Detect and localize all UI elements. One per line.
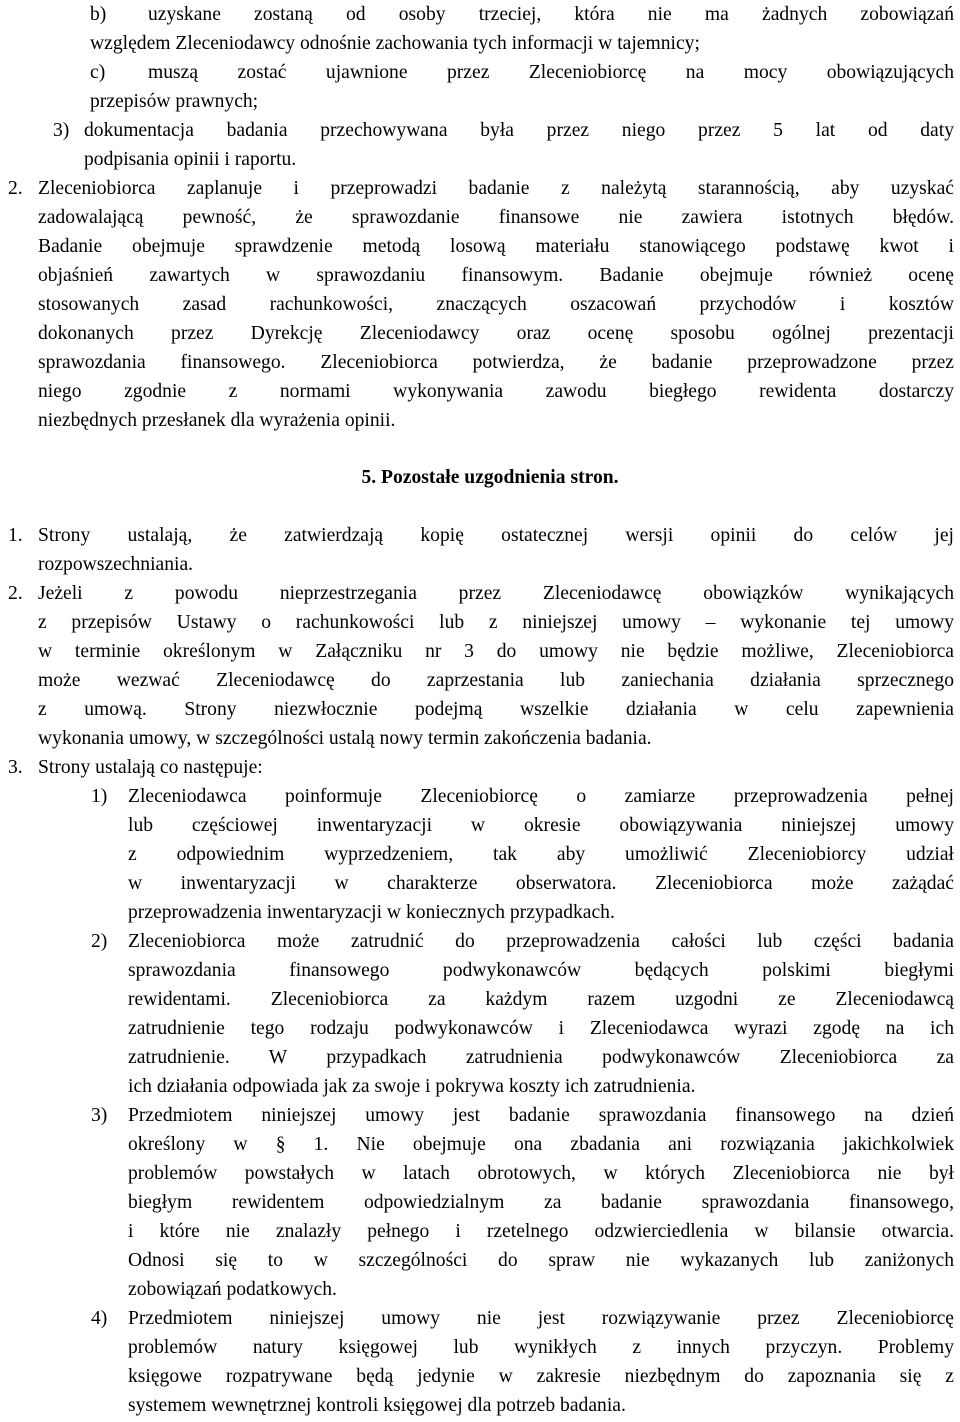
- item-c-label: c): [90, 62, 106, 83]
- section5-p1-label: 1.: [8, 525, 23, 546]
- sub-item-3-line-6: Odnosi się to w szczególności do spraw nie wykazanych lub zaniżonych: [128, 1250, 954, 1271]
- sub-item-3-line-4: biegłym rewidentem odpowiedzialnym za badanie sprawozdania finansowego,: [128, 1192, 954, 1213]
- sub-item-3-line-7: zobowiązań podatkowych.: [128, 1279, 337, 1300]
- sub-item-1-label: 1): [91, 786, 108, 807]
- paragraph-2-line-6: dokonanych przez Dyrekcję Zleceniodawcy oraz ocenę sposobu ogólnej prezentacji: [38, 323, 954, 344]
- sub-item-3-line-3: problemów powstałych w latach obrotowych, w których Zleceniobiorca nie był: [128, 1163, 954, 1184]
- item-3-label: 3): [53, 120, 70, 141]
- sub-item-2-label: 2): [91, 931, 108, 952]
- sub-item-1-line-2: lub częściowej inwentaryzacji w okresie obowiązywania niniejszej umowy: [128, 815, 954, 836]
- sub-item-3-line-2: określony w § 1. Nie obejmuje ona zbadania ani rozwiązania jakichkolwiek: [128, 1134, 954, 1155]
- sub-item-2-line-3: rewidentami. Zleceniobiorca za każdym razem uzgodni ze Zleceniodawcą: [128, 989, 954, 1010]
- item-3-line-1: dokumentacja badania przechowywana była przez niego przez 5 lat od daty: [84, 120, 954, 141]
- sub-item-1-line-1: Zleceniodawca poinformuje Zleceniobiorcę o zamiarze przeprowadzenia pełnej: [128, 786, 954, 807]
- paragraph-2-line-5: stosowanych zasad rachunkowości, znaczących oszacowań przychodów i kosztów: [38, 294, 954, 315]
- section5-p2-line-1: Jeżeli z powodu nieprzestrzegania przez Zleceniodawcę obowiązków wynikających: [38, 583, 954, 604]
- paragraph-2-label: 2.: [8, 178, 23, 199]
- section5-p2-line-4: może wezwać Zleceniodawcę do zaprzestania lub zaniechania działania sprzecznego: [38, 670, 954, 691]
- sub-item-1-line-5: przeprowadzenia inwentaryzacji w koniecznych przypadkach.: [128, 902, 615, 923]
- item-b-line-2: względem Zleceniodawcy odnośnie zachowania tych informacji w tajemnicy;: [90, 33, 700, 54]
- sub-item-3-label: 3): [91, 1105, 108, 1126]
- sub-item-1-line-3: z odpowiednim wyprzedzeniem, tak aby umożliwić Zleceniobiorcy udział: [128, 844, 954, 865]
- section5-p2-line-2: z przepisów Ustawy o rachunkowości lub z niniejszej umowy – wykonanie tej umowy: [38, 612, 954, 633]
- sub-item-4-label: 4): [91, 1308, 108, 1329]
- item-c-line-2: przepisów prawnych;: [90, 91, 259, 112]
- paragraph-2-line-4: objaśnień zawartych w sprawozdaniu finansowym. Badanie obejmuje również ocenę: [38, 265, 954, 286]
- sub-item-4-line-2: problemów natury księgowej lub wynikłych z innych przyczyn. Problemy: [128, 1337, 954, 1358]
- sub-item-4-line-4: systemem wewnętrznej kontroli księgowej dla potrzeb badania.: [128, 1395, 626, 1416]
- sub-item-2-line-4: zatrudnienie tego rodzaju podwykonawców i Zleceniodawca wyrazi zgodę na ich: [128, 1018, 954, 1039]
- section5-p1-line-1: Strony ustalają, że zatwierdzają kopię ostatecznej wersji opinii do celów jej: [38, 525, 954, 546]
- section5-p2-label: 2.: [8, 583, 23, 604]
- paragraph-2-line-2: zadowalającą pewność, że sprawozdanie finansowe nie zawiera istotnych błędów.: [38, 207, 954, 228]
- paragraph-2-line-8: niego zgodnie z normami wykonywania zawodu biegłego rewidenta dostarczy: [38, 381, 954, 402]
- section-heading: [0, 463, 960, 492]
- paragraph-2-line-7: sprawozdania finansowego. Zleceniobiorca potwierdza, że badanie przeprowadzone przez: [38, 352, 954, 373]
- item-b-label: b): [90, 4, 107, 25]
- item-b-line-1: uzyskane zostaną od osoby trzeciej, która nie ma żadnych zobowiązań: [148, 4, 954, 25]
- section5-p3-label: 3.: [8, 757, 23, 778]
- section5-p2-line-5: z umową. Strony niezwłocznie podejmą wszelkie działania w celu zapewnienia: [38, 699, 954, 720]
- sub-item-2-line-6: ich działania odpowiada jak za swoje i pokrywa koszty ich zatrudnienia.: [128, 1076, 696, 1097]
- sub-item-2-line-2: sprawozdania finansowego podwykonawców będących polskimi biegłymi: [128, 960, 954, 981]
- section5-p2-line-3: w terminie określonym w Załączniku nr 3 do umowy nie będzie możliwe, Zleceniobiorca: [38, 641, 954, 662]
- sub-item-1-line-4: w inwentaryzacji w charakterze obserwatora. Zleceniobiorca może zażądać: [128, 873, 954, 894]
- section-heading-text: 5. Pozostałe uzgodnienia stron.: [361, 467, 619, 488]
- sub-item-3-line-1: Przedmiotem niniejszej umowy jest badanie sprawozdania finansowego na dzień: [128, 1105, 954, 1126]
- section5-p1-line-2: rozpowszechniania.: [38, 554, 194, 575]
- sub-item-4-line-1: Przedmiotem niniejszej umowy nie jest rozwiązywanie przez Zleceniobiorcę: [128, 1308, 954, 1329]
- item-c-line-1: muszą zostać ujawnione przez Zleceniobiorcę na mocy obowiązujących: [148, 62, 954, 83]
- sub-item-4-line-3: księgowe rozpatrywane będą jedynie w zakresie niezbędnym do zapoznania się z: [128, 1366, 954, 1387]
- section5-p2-line-6: wykonania umowy, w szczególności ustalą nowy termin zakończenia badania.: [38, 728, 652, 749]
- sub-item-2-line-1: Zleceniobiorca może zatrudnić do przeprowadzenia całości lub części badania: [128, 931, 954, 952]
- sub-item-2-line-5: zatrudnienie. W przypadkach zatrudnienia podwykonawców Zleceniobiorca za: [128, 1047, 954, 1068]
- paragraph-2-line-3: Badanie obejmuje sprawdzenie metodą losową materiału stanowiącego podstawę kwot i: [38, 236, 954, 257]
- item-3-line-2: podpisania opinii i raportu.: [84, 149, 297, 170]
- section5-p3-intro: Strony ustalają co następuje:: [38, 757, 263, 778]
- paragraph-2-line-1: Zleceniobiorca zaplanuje i przeprowadzi badanie z należytą starannością, aby uzyskać: [38, 178, 954, 199]
- paragraph-2-line-9: niezbędnych przesłanek dla wyrażenia opinii.: [38, 410, 396, 431]
- sub-item-3-line-5: i które nie znalazły pełnego i rzetelnego odzwierciedlenia w bilansie otwarcia.: [128, 1221, 954, 1242]
